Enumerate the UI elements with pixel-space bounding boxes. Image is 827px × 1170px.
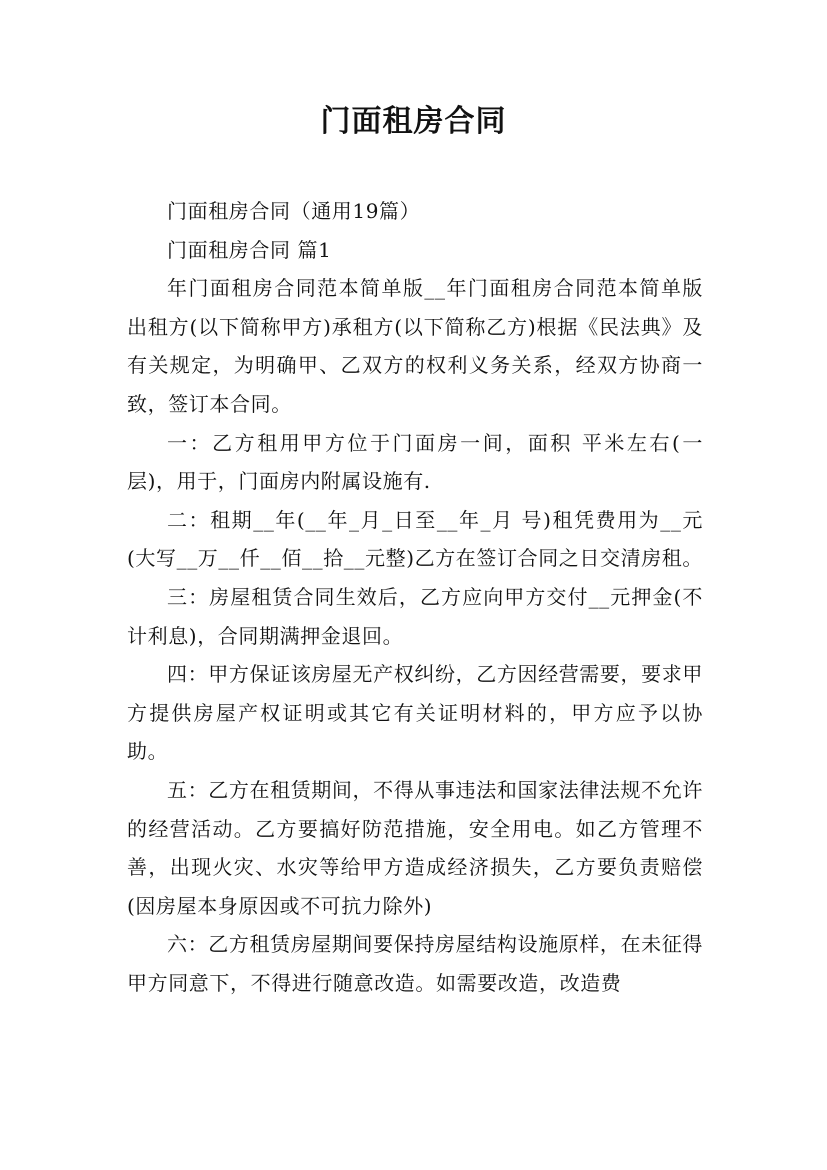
clause-2-paragraph: 二：租期__年(__年_月_日至__年_月 号)租凭费用为__元(大写__万__仟__佰__拾__元整)乙方在签订合同之日交清房租。 — [127, 507, 704, 571]
clause-3-paragraph: 三：房屋租赁合同生效后，乙方应向甲方交付__元押金(不计利息)，合同期满押金退回。 — [127, 584, 703, 648]
intro-paragraph: 年门面租房合同范本简单版__年门面租房合同范本简单版出租方(以下简称甲方)承租方(以下简称乙方)根据《民法典》及有关规定，为明确甲、乙双方的权利义务关系，经双方协商一致，签订本合同。 — [127, 276, 703, 416]
clause-5-paragraph: 五：乙方在租赁期间，不得从事违法和国家法律法规不允许的经营活动。乙方要搞好防范措施，安全用电。如乙方管理不善，出现火灾、水灾等给甲方造成经济损失，乙方要负责赔偿(因房屋本身原因或不可抗力除外) — [127, 777, 703, 918]
document-title: 门面租房合同 — [320, 104, 507, 139]
section-heading: 门面租房合同 篇1 — [167, 237, 332, 262]
clause-6-paragraph: 六：乙方租赁房屋期间要保持房屋结构设施原样，在未征得甲方同意下，不得进行随意改造。如需要改造，改造费 — [127, 932, 703, 995]
subtitle-paragraph: 门面租房合同（通用19篇） — [167, 199, 421, 223]
clause-1-paragraph: 一：乙方租用甲方位于门面房一间，面积 平米左右(一层)，用于，门面房内附属设施有. — [127, 430, 703, 494]
document-body — [127, 192, 703, 1002]
clause-4-paragraph: 四：甲方保证该房屋无产权纠纷，乙方因经营需要，要求甲方提供房屋产权证明或其它有关证明材料的，甲方应予以协助。 — [127, 662, 703, 764]
